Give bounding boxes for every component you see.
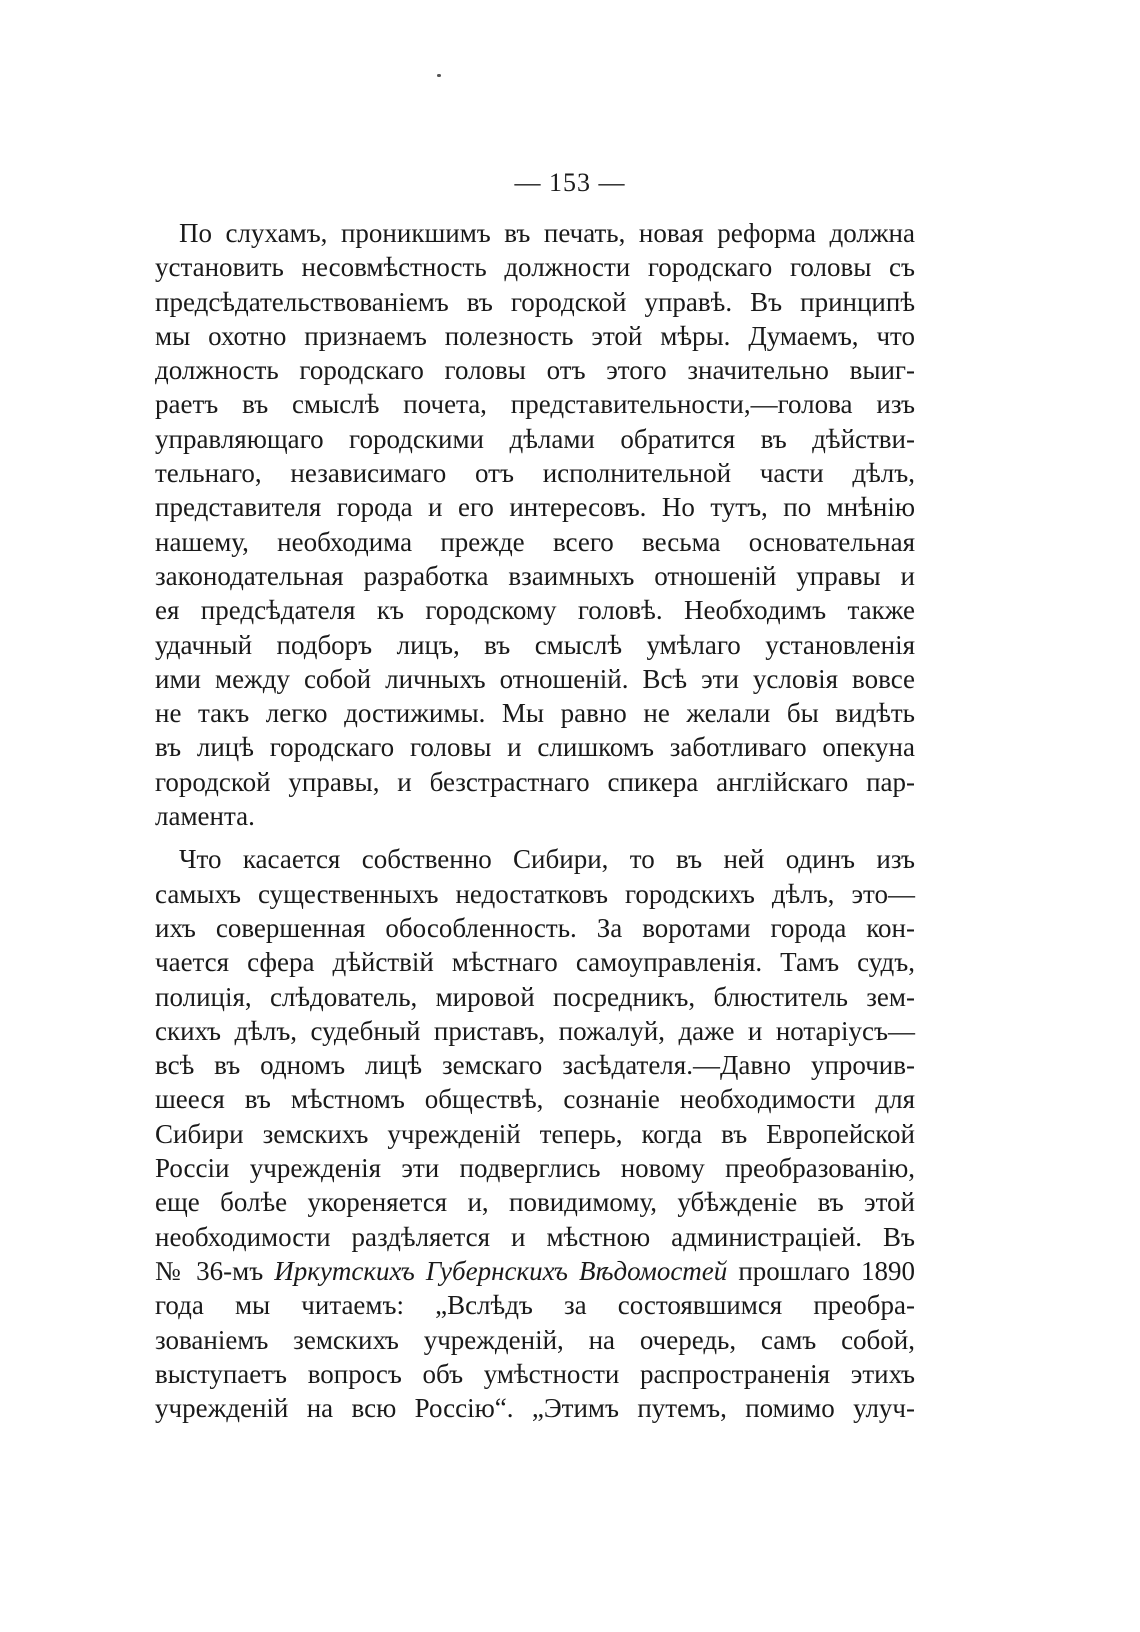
text-line: Сибири земскихъ учрежденій теперь, когда въ Европейской (155, 1118, 915, 1149)
text-line: Что касается собственно Сибири, то въ ней одинъ изъ (179, 844, 915, 875)
text-line: самыхъ существенныхъ недостатковъ городскихъ дѣлъ, это— (155, 878, 915, 909)
text-line: чается сфера дѣйствій мѣстнаго самоуправленія. Тамъ судъ, (155, 947, 915, 978)
text-line: законодательная разработка взаимныхъ отношеній управы и (155, 560, 915, 591)
citation-source: Иркутскихъ Губернскихъ Вѣдомостей (274, 1255, 728, 1286)
paper-speck (437, 74, 441, 77)
text-line: шееся въ мѣстномъ обществѣ, сознаніе необходимости для (155, 1084, 915, 1115)
text-line: ламента. (155, 801, 255, 832)
text-line: выступаетъ вопросъ объ умѣстности распространенія этихъ (155, 1358, 915, 1389)
text-line: Россіи учрежденія эти подверглись новому преобразованію, (155, 1153, 915, 1184)
text-line: удачный подборъ лицъ, въ смыслѣ умѣлаго установленія (155, 629, 915, 660)
citation-line (155, 1254, 915, 1288)
text-line: учрежденій на всю Россію“. „Этимъ путемъ, помимо улуч- (155, 1393, 915, 1424)
text-line: представителя города и его интересовъ. Но тутъ, по мнѣнію (155, 492, 915, 523)
text-line: должность городскаго головы отъ этого значительно выиг- (155, 355, 915, 386)
text-line: полиція, слѣдователь, мировой посредникъ, блюститель зем- (155, 981, 915, 1012)
text-line: не такъ легко достижимы. Мы равно не желали бы видѣть (155, 698, 915, 729)
text-line: въ лицѣ городскаго головы и слишкомъ заботливаго опекуна (155, 732, 915, 763)
citation-suffix: прошлаго 1890 (738, 1255, 915, 1286)
text-line: года мы читаемъ: „Вслѣдъ за состоявшимся преобра- (155, 1290, 915, 1321)
text-line: раетъ въ смыслѣ почета, представительности,—голова изъ (155, 389, 915, 420)
text-line: необходимости раздѣляется и мѣстною администраціей. Въ (155, 1221, 915, 1252)
text-line: скихъ дѣлъ, судебный приставъ, пожалуй, даже и нотаріусъ— (155, 1015, 915, 1046)
text-line: еще болѣе укореняется и, повидимому, убѣжденіе въ этой (155, 1187, 915, 1218)
text-line: зованіемъ земскихъ учрежденій, на очередь, самъ собой, (155, 1324, 915, 1355)
citation-number: № 36-мъ (155, 1255, 264, 1286)
text-line: предсѣдательствованіемъ въ городской управѣ. Въ принципѣ (155, 286, 915, 317)
text-line: установить несовмѣстность должности городскаго головы съ (155, 252, 915, 283)
text-line: управляющаго городскими дѣлами обратится въ дѣйстви- (155, 423, 915, 454)
text-line: тельнаго, независимаго отъ исполнительной части дѣлъ, (155, 458, 915, 489)
text-line: мы охотно признаемъ полезность этой мѣры. Думаемъ, что (155, 320, 915, 351)
paragraph-gap (155, 833, 915, 842)
text-line: городской управы, и безстрастнаго спикера англійскаго пар- (155, 766, 915, 797)
text-line: ея предсѣдателя къ городскому головѣ. Необходимъ также (155, 595, 915, 626)
body-text (155, 216, 915, 1425)
paragraph-2 (155, 842, 915, 1425)
paragraph-1 (155, 216, 915, 833)
text-line: нашему, необходима прежде всего весьма основательная (155, 526, 915, 557)
text-line: ихъ совершенная обособленность. За воротами города кон- (155, 912, 915, 943)
page-number: — 153 — (514, 168, 626, 197)
text-line: По слухамъ, проникшимъ въ печать, новая реформа должна (179, 218, 915, 248)
text-line: ими между собой личныхъ отношеній. Всѣ эти условія вовсе (155, 663, 915, 694)
text-line: всѣ въ одномъ лицѣ земскаго засѣдателя.—Давно упрочив- (155, 1050, 915, 1081)
